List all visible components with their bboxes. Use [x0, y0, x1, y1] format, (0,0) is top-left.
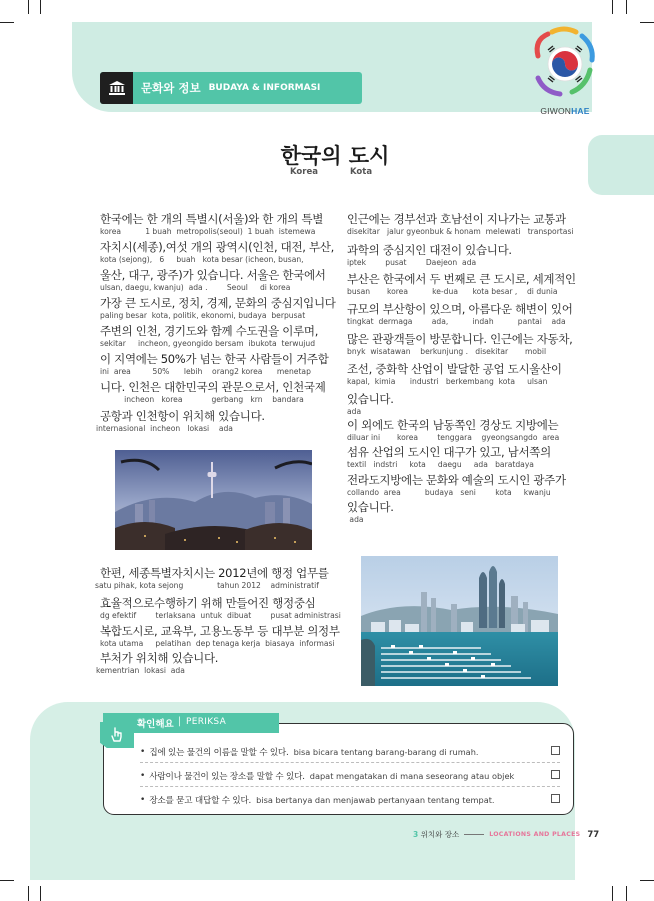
paragraph-line: 한국에는 한 개의 특별시(서울)와 한 개의 특별 korea 1 buah metropolis(seoul) 1 buah istemewa — [100, 212, 324, 236]
paragraph-line: 부처가 위치해 있습니다. kementrian lokasi ada — [96, 651, 219, 675]
footer-rule — [464, 834, 484, 835]
dashed-divider — [140, 762, 560, 763]
checklist-tag-sublabel: PERIKSA — [186, 717, 227, 727]
title-gloss-kota: Kota — [350, 167, 373, 177]
checklist-item-korean: 사람이나 물건이 있는 장소를 말할 수 있다. — [149, 772, 305, 782]
crop-mark — [40, 0, 41, 14]
checklist-item-indonesian: dapat mengatakan di mana seseorang atau objek — [309, 771, 515, 781]
chapter-topic: LOCATIONS AND PLACES — [489, 831, 581, 838]
paragraph-line: 있습니다. ada — [347, 392, 394, 416]
paragraph-line: 효율적으로수행하기 위해 만들어진 행정중심 dg efektif terlaksana untuk dibuat pusat administrasi — [100, 596, 341, 620]
title-gloss-korea: Korea — [290, 167, 318, 177]
bullet-icon: • — [140, 771, 146, 781]
paragraph-line: 조선, 중화학 산업이 발달한 공업 도시울산이 kapal, kimia industri berkembang kota ulsan — [347, 362, 562, 386]
paragraph-line: 한편, 세종특별자치시는 2012년에 행정 업무를 satu pihak, kota sejong tahun 2012 administratif — [95, 566, 329, 590]
checklist-item-korean: 장소를 묻고 대답할 수 있다. — [149, 796, 252, 806]
paragraph-line: 섬유 산업의 도시인 대구가 있고, 남서쪽의 textil indstri kota daegu ada baratdaya — [347, 445, 551, 469]
paragraph-line: 자치시(세종),여섯 개의 광역시(인천, 대전, 부산, kota (sejong), 6 buah kota besar (icheon, busan, — [100, 240, 334, 264]
paragraph-line: 공항과 인천항이 위치해 있습니다. internasional incheon lokasi ada — [96, 409, 265, 433]
paragraph-line: 이 지역에는 50%가 넘는 한국 사람들이 거주합 ini area 50% lebih orang2 korea menetap — [100, 352, 329, 376]
paragraph-line: 있습니다. ada — [347, 500, 394, 524]
bullet-icon: • — [140, 795, 146, 805]
crop-mark — [626, 0, 627, 14]
crop-mark — [0, 22, 14, 23]
crop-mark — [626, 886, 627, 901]
page-footer — [413, 829, 599, 840]
crop-mark — [612, 0, 613, 14]
busan-harbor-photo — [361, 556, 558, 686]
paragraph-line: 인근에는 경부선과 호남선이 지나가는 교통과 disekitar jalur gyeonbuk & honam melewati transportasi — [347, 212, 574, 236]
crop-mark — [28, 886, 29, 901]
crop-mark — [0, 880, 14, 881]
paragraph-line: 전라도지방에는 문화와 예술의 도시인 광주가 collando area budaya seni kota kwanju — [347, 473, 566, 497]
checklist-tag-label: 확인해요 — [137, 719, 174, 730]
paragraph-line: 과학의 중심지인 대전이 있습니다. iptek pusat Daejeon ada — [347, 243, 512, 267]
checkbox[interactable] — [551, 770, 560, 779]
paragraph-line: 부산은 한국에서 두 번째로 큰 도시로, 세계적인 busan korea ke-dua kota besar , di dunia — [347, 272, 576, 296]
paragraph-line: 많은 관광객들이 방문합니다. 인근에는 자동차, bnyk wisatawan berkunjung . disekitar mobil — [347, 332, 573, 356]
checklist-tag-icon — [100, 722, 134, 748]
checklist-item-indonesian: bisa bicara tentang barang-barang di rumah. — [293, 747, 479, 757]
checklist-item — [140, 770, 560, 782]
section-subtitle: BUDAYA & INFORMASI — [208, 83, 321, 93]
paragraph-line: 가장 큰 도시로, 정치, 경제, 문화의 중심지입니다 paling besar kota, politik, ekonomi, budaya berpusat — [100, 296, 336, 320]
giwonhae-logo — [530, 26, 600, 120]
crop-mark — [40, 886, 41, 901]
crop-mark — [640, 22, 654, 23]
page-number: 77 — [587, 829, 600, 840]
korea-flag-emblem-icon — [530, 26, 600, 106]
checkbox[interactable] — [551, 746, 560, 755]
bullet-icon: • — [140, 747, 146, 757]
paragraph-line: 복합도시로, 교육부, 고용노동부 등 대부분 의정부 kota utama pelatihan dep tenaga kerja biasaya informasi — [100, 624, 340, 648]
side-tab-decoration — [588, 135, 654, 195]
logo-wordmark: GIWONHAE — [540, 106, 590, 116]
page-title: 한국의 도시 — [280, 144, 390, 168]
pointing-hand-icon — [110, 727, 124, 743]
crop-mark — [612, 886, 613, 901]
paragraph-line: 규모의 부산항이 있으며, 아름다운 해변이 있어 tingkat dermaga ada, indah pantai ada — [347, 302, 573, 326]
chapter-label: 3 위치와 장소 — [413, 830, 460, 839]
paragraph-line: 주변의 인천, 경기도와 함께 수도권을 이루며, sekitar incheon, gyeongido bersam ibukota terwujud — [100, 324, 319, 348]
crop-mark — [640, 880, 654, 881]
checklist-item-korean: 집에 있는 물건의 이름을 말할 수 있다. — [149, 748, 289, 758]
crop-mark — [28, 0, 29, 14]
checkbox[interactable] — [551, 794, 560, 803]
checklist-item-indonesian: bisa bertanya dan menjawab pertanyaan tentang tempat. — [256, 795, 495, 805]
seoul-city-photo — [115, 450, 312, 550]
section-title: 문화와 정보 — [141, 81, 201, 95]
checklist-item — [140, 746, 560, 758]
dashed-divider — [140, 786, 560, 787]
checklist-item — [140, 794, 560, 806]
museum-icon — [100, 72, 133, 104]
paragraph-line: 이 외에도 한국의 남동쪽인 경상도 지방에는 diluar ini korea tenggara gyeongsangdo area — [347, 418, 560, 442]
checklist-tag-divider: | — [178, 716, 182, 727]
paragraph-line: 니다. 인천은 대한민국의 관문으로서, 인천국제 incheon korea gerbang krn bandara — [100, 380, 326, 404]
paragraph-line: 울산, 대구, 광주)가 있습니다. 서울은 한국에서 ulsan, daegu, kwanju) ada . Seoul di korea — [100, 268, 326, 292]
section-header — [100, 72, 362, 104]
